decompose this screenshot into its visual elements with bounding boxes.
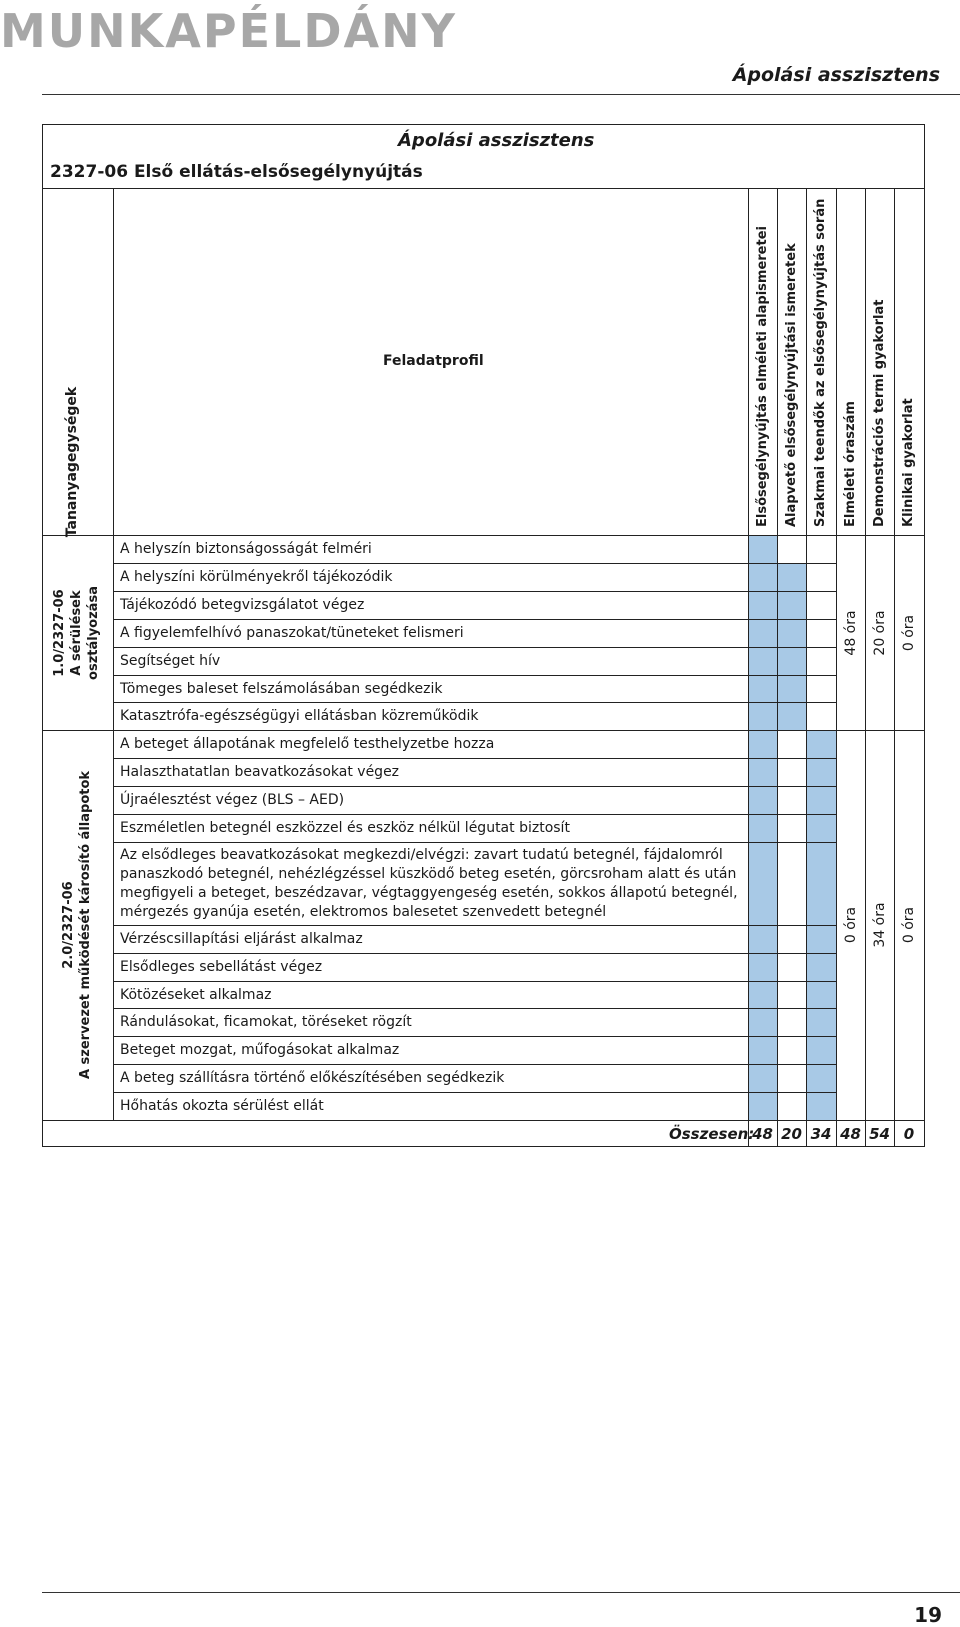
row-border <box>113 953 836 954</box>
task-item: Tájékozódó betegvizsgálatot végez <box>120 597 365 613</box>
header-rule <box>42 94 960 95</box>
column-header: Szakmai teendők az elsősegélynyújtás során <box>813 198 828 527</box>
row-border <box>113 563 836 564</box>
column-header: Elsősegélynyújtás elméleti alapismeretei <box>754 226 770 527</box>
mark-cell <box>777 675 806 702</box>
row-border <box>113 675 836 676</box>
mark-cell <box>748 535 777 563</box>
mark-cell <box>806 758 836 786</box>
task-item: A beteget állapotának megfelelő testhelyzetbe hozza <box>120 736 495 752</box>
task-item: Vérzéscsillapítási eljárást alkalmaz <box>120 931 363 947</box>
unit-label-line: 2.0/2327-06 <box>60 881 76 969</box>
table-top-border <box>42 124 924 125</box>
data-col-border <box>806 188 807 1146</box>
mark-cell <box>748 786 777 814</box>
mark-cell <box>806 953 836 981</box>
mark-cell <box>748 842 777 925</box>
data-col-border <box>748 188 749 1146</box>
unit-hours: 0 óra <box>901 614 917 651</box>
watermark: MUNKAPÉLDÁNY <box>0 4 457 58</box>
mark-cell <box>748 1036 777 1064</box>
task-header: Feladatprofil <box>383 353 484 369</box>
mark-cell <box>777 647 806 675</box>
mark-cell <box>806 1064 836 1092</box>
task-item: Rándulásokat, ficamokat, töréseket rögzít <box>120 1014 412 1030</box>
task-item: Eszméletlen betegnél eszközzel és eszköz nélkül légutat biztosít <box>120 820 570 836</box>
task-item-line: Az elsődleges beavatkozásokat megkezdi/elvégzi: zavart tudatú betegnél, fájdalomról <box>120 847 723 863</box>
column-header: Alapvető elsősegélynyújtási ismeretek <box>783 243 799 527</box>
mark-cell <box>806 1036 836 1064</box>
mark-cell <box>748 563 777 591</box>
row-border <box>113 814 836 815</box>
mark-cell <box>748 702 777 730</box>
total-value: 54 <box>869 1125 890 1143</box>
mark-cell <box>777 591 806 619</box>
data-col-border <box>894 188 895 1146</box>
table-title: Ápolási asszisztens <box>398 130 595 151</box>
mark-cell <box>748 981 777 1008</box>
mark-cell <box>806 925 836 953</box>
mark-cell <box>777 702 806 730</box>
row-border <box>113 1092 836 1093</box>
module-row-border <box>42 188 924 189</box>
unit-hours: 0 óra <box>842 906 859 944</box>
mark-cell <box>748 619 777 647</box>
unit-hours: 0 óra <box>901 906 917 944</box>
row-border <box>113 619 836 620</box>
hours-bottom-border <box>836 1120 924 1121</box>
task-item: Kötözéseket alkalmaz <box>120 987 272 1003</box>
task-item: Beteget mozgat, műfogásokat alkalmaz <box>120 1042 400 1058</box>
row-border <box>113 1036 836 1037</box>
total-value: 48 <box>752 1125 773 1143</box>
task-item: Újraélesztést végez (BLS – AED) <box>120 792 345 808</box>
mark-cell <box>777 563 806 591</box>
unit-label-line: A szervezet működését károsító állapotok <box>77 770 93 1080</box>
mark-cell <box>806 730 836 758</box>
row-border <box>113 647 836 648</box>
row-border <box>113 591 836 592</box>
column-header: Demonstrációs termi gyakorlat <box>871 299 887 527</box>
mark-cell <box>748 647 777 675</box>
mark-cell <box>748 1064 777 1092</box>
mark-cell <box>748 675 777 702</box>
row-border <box>113 1008 836 1009</box>
column-header: Elméleti óraszám <box>842 401 858 527</box>
table-right-border <box>924 124 925 1146</box>
mark-cell <box>806 786 836 814</box>
mark-cell <box>748 758 777 786</box>
module-title: 2327-06 Első ellátás-elsősegélynyújtás <box>50 162 423 182</box>
data-col-border <box>865 188 866 1146</box>
row-border <box>113 1064 836 1065</box>
task-item: A helyszín biztonságosságát felméri <box>120 541 372 557</box>
total-row-border <box>113 1120 924 1121</box>
mark-cell <box>806 814 836 842</box>
page-number: 19 <box>914 1603 942 1627</box>
task-item-line: megfigyeli a beteget, beszédzavar, végtaggyengeség esetén, sokkos állapotú betegnél, <box>120 885 738 901</box>
total-value: 0 <box>903 1125 915 1143</box>
total-value: 20 <box>781 1125 802 1143</box>
task-item: A beteg szállításra történő előkészítésében segédkezik <box>120 1070 505 1086</box>
row-border <box>113 786 836 787</box>
task-item: A helyszíni körülményekről tájékozódik <box>120 569 393 585</box>
row-border <box>113 925 836 926</box>
footer-rule <box>42 1592 960 1593</box>
row-border <box>113 758 836 759</box>
data-col-border <box>836 188 837 1146</box>
mark-cell <box>806 842 836 925</box>
unit-hours: 20 óra <box>871 609 888 656</box>
header-title: Ápolási asszisztens <box>732 64 940 86</box>
unit-split-border <box>836 730 924 731</box>
row-border <box>113 730 836 731</box>
unit-2-label <box>60 745 96 1105</box>
row-border <box>113 842 836 843</box>
task-item: Hőhatás okozta sérülést ellát <box>120 1098 324 1114</box>
unit-split-border <box>42 730 113 731</box>
task-item: Katasztrófa-egészségügyi ellátásban közreműködik <box>120 708 479 724</box>
mark-cell <box>806 1092 836 1120</box>
table-left-border <box>42 124 43 1146</box>
row-border <box>113 981 836 982</box>
units-header: Tananyagegységek <box>63 386 80 537</box>
mark-cell <box>748 814 777 842</box>
unit-label-line: 1.0/2327-06 <box>51 588 67 677</box>
data-col-border <box>777 188 778 1146</box>
task-item-line: panaszkodó betegnél, nehézlégzéssel küszködő beteg esetén, görcsroham alatt és után <box>120 866 737 882</box>
task-item: A figyelemfelhívó panaszokat/tüneteket felismeri <box>120 625 464 641</box>
mark-cell <box>748 1008 777 1036</box>
task-item: Halaszthatatlan beavatkozásokat végez <box>120 764 400 780</box>
mark-cell <box>748 591 777 619</box>
task-item: Tömeges baleset felszámolásában segédkezik <box>120 681 443 697</box>
mark-cell <box>748 953 777 981</box>
row-border <box>113 702 836 703</box>
task-item-line: mérgezés gyanúja esetén, elektromos balesetet szenvedett betegnél <box>120 904 607 920</box>
unit-1-label <box>51 543 105 723</box>
mark-cell <box>748 1092 777 1120</box>
column-header: Klinikai gyakorlat <box>901 398 916 527</box>
mark-cell <box>748 730 777 758</box>
total-value: 34 <box>810 1125 832 1143</box>
task-item: Elsődleges sebellátást végez <box>120 959 323 975</box>
mark-cell <box>806 1008 836 1036</box>
table-bottom-border <box>42 1146 925 1147</box>
unit-hours: 48 óra <box>842 609 859 656</box>
unit-label-line: osztályozása <box>85 585 101 680</box>
total-label: Összesen: <box>669 1125 755 1143</box>
unit-hours: 34 óra <box>871 902 888 948</box>
mark-cell <box>777 619 806 647</box>
unit-label-line: A sérülések <box>68 589 84 676</box>
task-item: Segítséget hív <box>120 653 221 669</box>
mark-cell <box>748 925 777 953</box>
header-bottom-border <box>42 535 924 536</box>
total-value: 48 <box>840 1125 861 1143</box>
total-row-border <box>42 1120 113 1121</box>
mark-cell <box>806 981 836 1008</box>
